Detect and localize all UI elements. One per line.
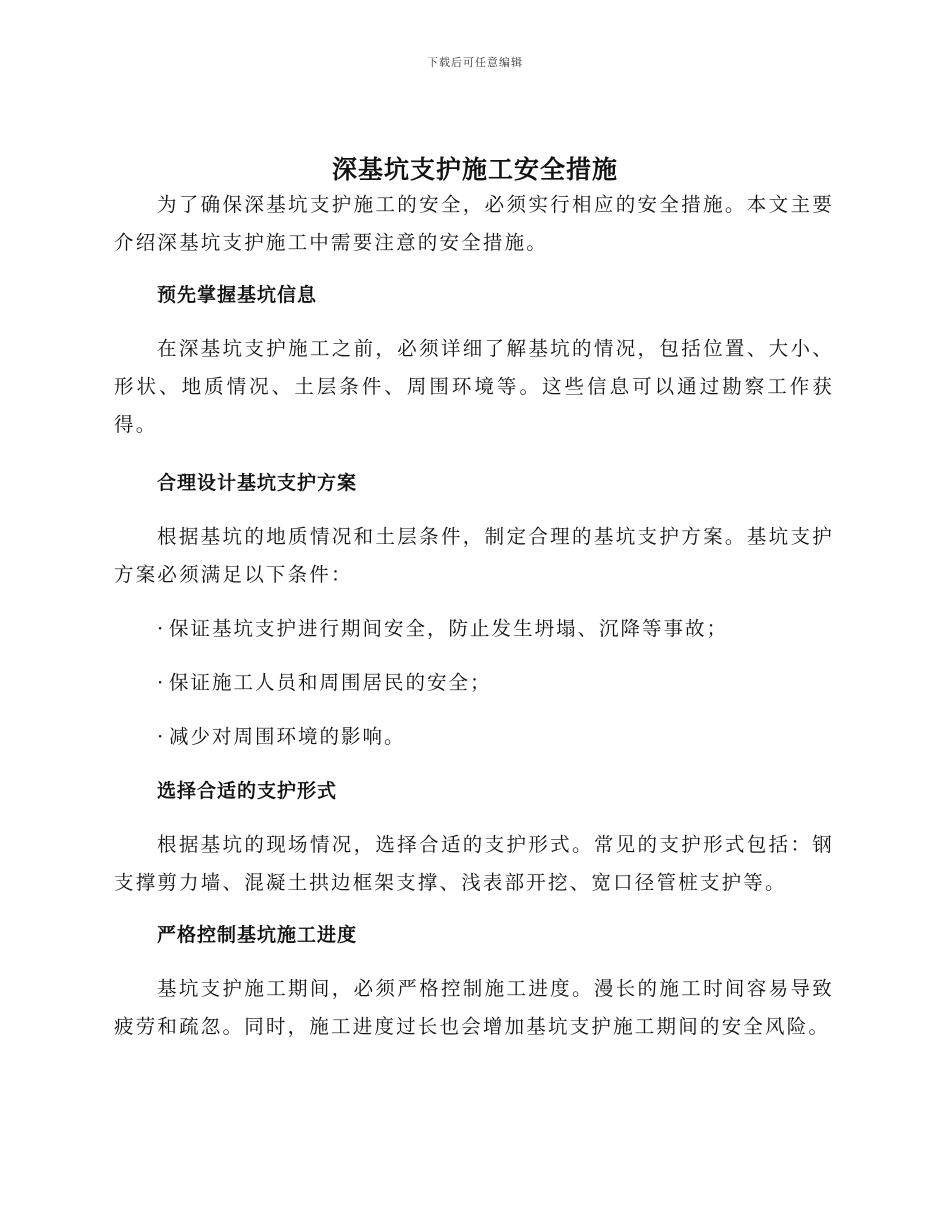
section-heading: 严格控制基坑施工进度 <box>157 924 358 946</box>
bullet-icon: · <box>157 617 166 640</box>
list-item-text: 保证基坑支护进行期间安全，防止发生坍塌、沉降等事故； <box>169 617 729 640</box>
section-heading: 预先掌握基坑信息 <box>157 284 318 306</box>
bullet-icon: · <box>157 725 166 748</box>
document-title: 深基坑支护施工安全措施 <box>331 155 618 184</box>
header-note: 下载后可任意编辑 <box>427 56 523 69</box>
section-paragraph: 在深基坑支护施工之前，必须详细了解基坑的情况，包括位置、大小、形状、地质情况、土层条件、周围环境等。这些信息可以通过勘察工作获得。 <box>114 337 834 436</box>
list-item <box>114 722 834 752</box>
intro-paragraph: 为了确保深基坑支护施工的安全，必须实行相应的安全措施。本文主要介绍深基坑支护施工中需要注意的安全措施。 <box>114 193 834 254</box>
bullet-icon: · <box>157 671 166 694</box>
section-heading: 选择合适的支护形式 <box>157 780 338 802</box>
section-paragraph: 根据基坑的地质情况和土层条件，制定合理的基坑支护方案。基坑支护方案必须满足以下条件： <box>114 525 834 586</box>
section-paragraph: 基坑支护施工期间，必须严格控制施工进度。漫长的施工时间容易导致疲劳和疏忽。同时，施工进度过长也会增加基坑支护施工期间的安全风险。 <box>114 977 834 1038</box>
section-heading: 合理设计基坑支护方案 <box>157 472 358 494</box>
list-item-text: 减少对周围环境的影响。 <box>169 725 406 748</box>
list-item-text: 保证施工人员和周围居民的安全； <box>169 671 492 694</box>
list-item <box>114 668 834 698</box>
section-paragraph: 根据基坑的现场情况，选择合适的支护形式。常见的支护形式包括：钢支撑剪力墙、混凝土拱边框架支撑、浅表部开挖、宽口径管桩支护等。 <box>114 833 834 894</box>
list-item <box>114 614 834 644</box>
document-body <box>114 186 834 1046</box>
